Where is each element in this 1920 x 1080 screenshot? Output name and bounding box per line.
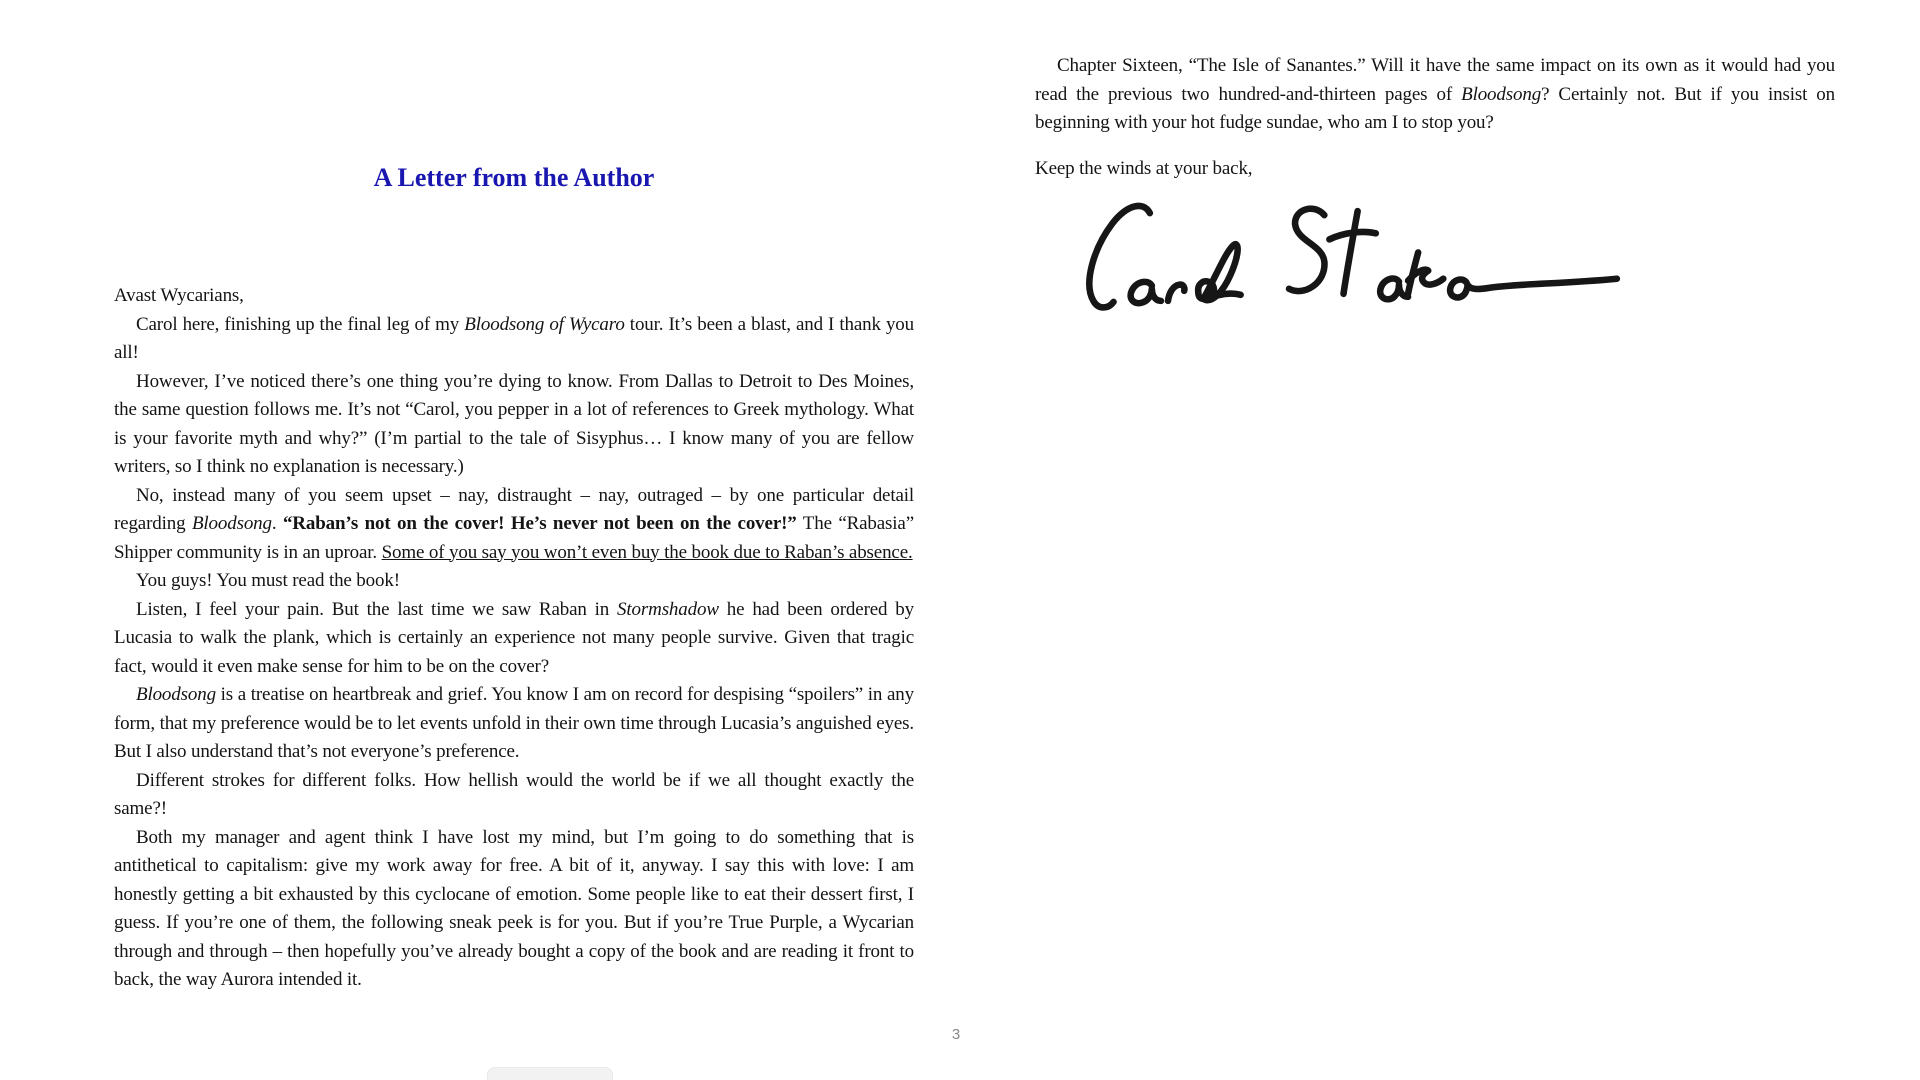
paragraph-1 [114, 282, 914, 311]
page-title: A Letter from the Author [373, 163, 655, 192]
text-segment: Bloodsong [191, 513, 272, 534]
right-page-body [1035, 52, 1835, 138]
text-segment: However, I’ve noticed there’s one thing you’re dying to know. From Dallas to Detroit to Des Moines, the same question follows me. It’s not “Carol, you pepper in a lot of references to Greek mythology. What is your favorite myth and why?” (I’m partial to the tale of Sisyphus… I know many of you are fellow writers, so I think no explanation is necessary.) [114, 370, 914, 477]
bottom-ui-bar[interactable] [487, 1067, 613, 1080]
paragraph-4 [114, 482, 914, 568]
paragraph-7 [114, 681, 914, 767]
text-segment: Chapter Sixteen, “The Isle of Sanantes.” Will it have the same impact on its own as it would had you read the previous two hundred-and-thirteen pages of [1035, 55, 1835, 105]
text-segment: Both my manager and agent think I have lost my mind, but I’m going to do something that is antithetical to capitalism: give my work away for free. A bit of it, anyway. I say this with love: I am honestly getting a bit exhausted by this cyclocane of emotion. Some people like to eat their dessert first, I guess. If you’re one of them, the following sneak peek is for you. But if you’re True Purple, a Wycarian through and through – then hopefully you’ve already bought a copy of the book and are reading it front to back, the way Aurora intended it. [114, 826, 914, 990]
text-segment: Listen, I feel your pain. But the last time we saw Raban in [136, 598, 618, 620]
signoff-line: Keep the winds at your back, [1035, 157, 1253, 179]
paragraph-6 [114, 596, 914, 682]
text-segment: is a treatise on heartbreak and grief. You know I am on record for despising “spoilers” in any form, that my preference would be to let events unfold in their own time through Lucasia’s anguished eyes. But I also understand that’s not everyone’s preference. [114, 684, 914, 762]
page-number: 3 [951, 1026, 961, 1043]
text-segment: Carol here, finishing up the final leg of my [136, 313, 465, 335]
text-segment: You guys! You must read the book! [136, 570, 400, 591]
text-segment: Bloodsong [136, 684, 216, 705]
text-segment: “Raban’s not on the cover! He’s never not been on the cover!” [282, 513, 797, 534]
right-page [1035, 52, 1835, 313]
text-segment: No, instead many of you seem upset – nay, distraught – nay, outraged – by one particular detail regarding [114, 484, 914, 534]
left-page [114, 160, 914, 995]
text-segment: Stormshadow [617, 598, 719, 620]
text-segment: Different strokes for different folks. How hellish would the world be if we all thought exactly the same?! [114, 769, 914, 819]
text-segment: tour. It’s been a blast, and I thank you all! [114, 313, 914, 363]
paragraph-9 [114, 824, 914, 995]
paragraph-3 [114, 368, 914, 482]
paragraph-1 [1035, 52, 1835, 138]
paragraph-5 [114, 567, 914, 596]
text-segment: . [271, 513, 283, 534]
text-segment: Some of you say you won’t even buy the book due to Raban’s absence. [381, 541, 913, 563]
left-page-body [114, 282, 914, 995]
paragraph-8 [114, 767, 914, 824]
text-segment: ? Certainly not. But if you insist on beginning with your hot fudge sundae, who am I to stop you? [1035, 83, 1835, 133]
text-segment: Bloodsong [1461, 83, 1542, 105]
text-segment: Avast Wycarians, [114, 285, 244, 306]
paragraph-2 [114, 311, 914, 368]
text-segment: he had been ordered by Lucasia to walk the plank, which is certainly an experience not many people survive. Given that tragic fact, would it even make sense for him to be on the cover? [114, 598, 914, 677]
text-segment: Bloodsong of Wycaro [464, 313, 625, 335]
text-segment: The “Rabasia” Shipper community is in an uproar. [114, 513, 914, 563]
author-signature [1050, 197, 1635, 313]
